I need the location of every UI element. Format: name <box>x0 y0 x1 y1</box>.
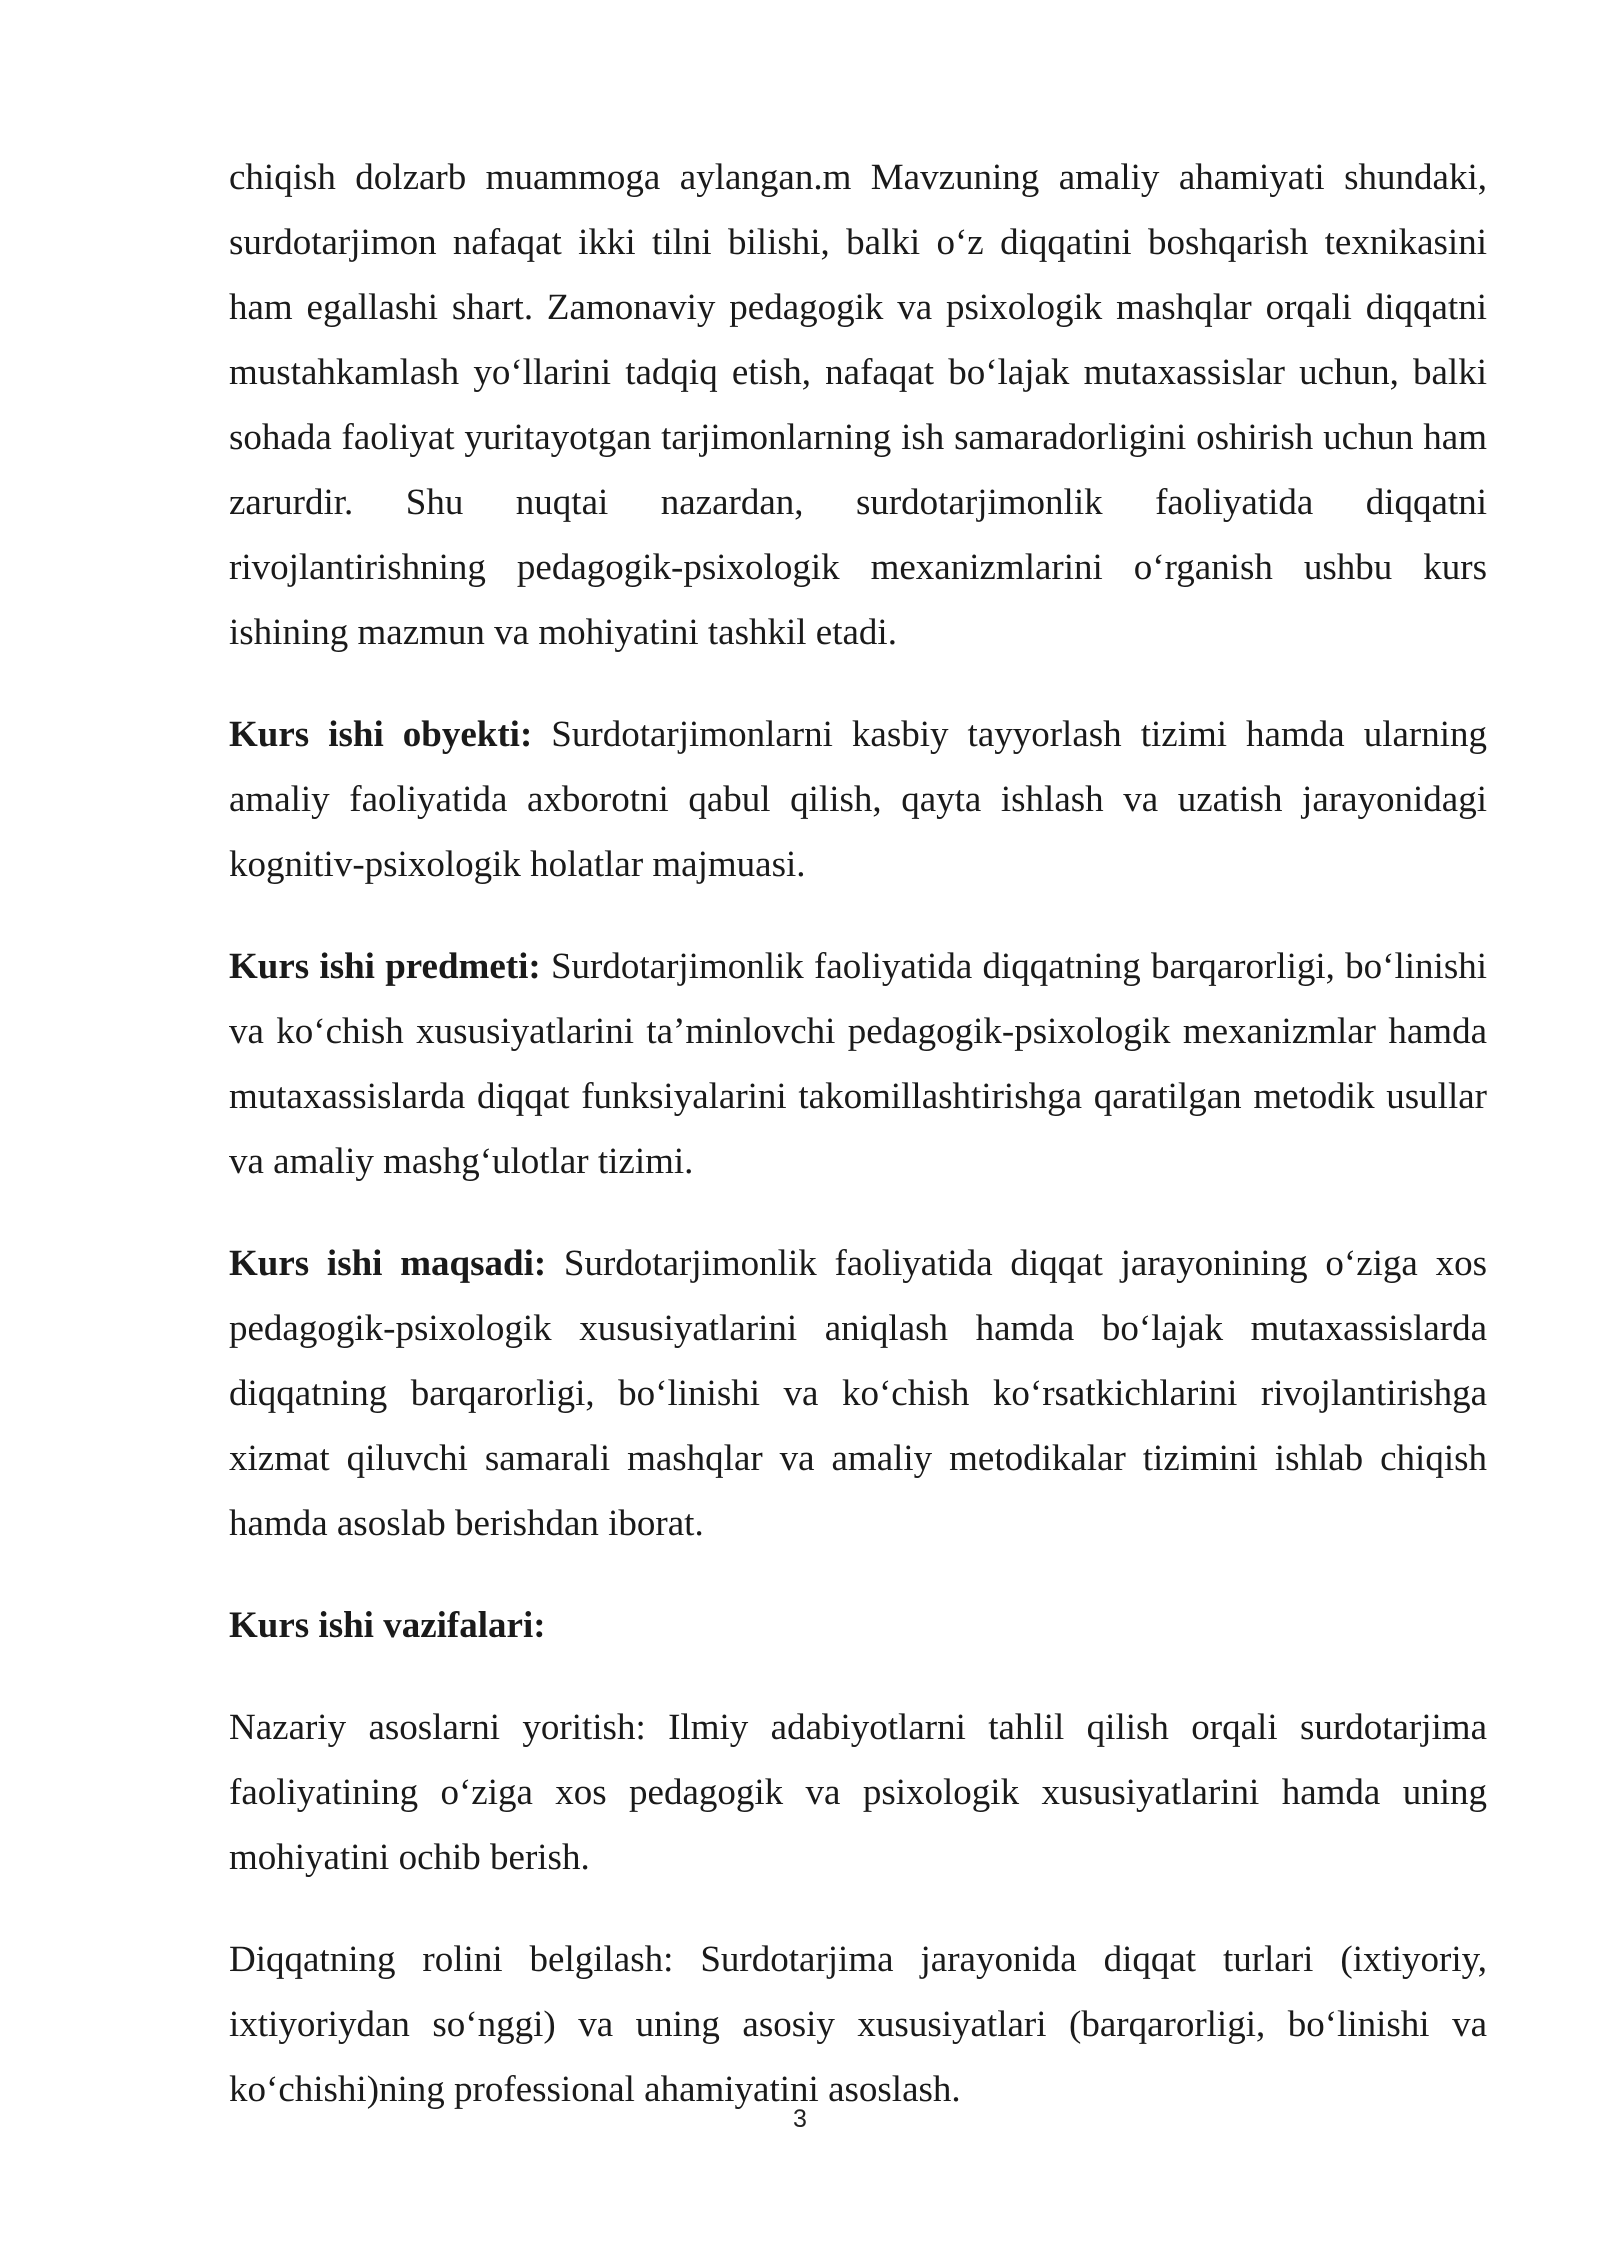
object-text: Surdotarjimonlarni kasbiy tayyorlash tizimi hamda ularning amaliy faoliyatida axborotni qabul qilish, qayta ishlash va uzatish jarayonidagi kognitiv-psixologik holatlar majmuasi. <box>229 714 1487 885</box>
object-paragraph <box>229 702 1487 897</box>
subject-text: Surdotarjimonlik faoliyatida diqqatning barqarorligi, bo‘linishi va ko‘chish xususiyatlarini ta’minlovchi pedagogik-psixologik mexanizmlar hamda mutaxassislarda diqqat funksiyalarini takomillashtirishga qaratilgan metodik usullar va amaliy mashg‘ulotlar tizimi. <box>229 946 1487 1182</box>
task-paragraph-1: Nazariy asoslarni yoritish: Ilmiy adabiyotlarni tahlil qilish orqali surdotarjima faoliyatining o‘ziga xos pedagogik va psixologik xususiyatlarini hamda uning mohiyatini ochib berish. <box>229 1707 1487 1878</box>
goal-paragraph <box>229 1231 1487 1556</box>
subject-label: Kurs ishi predmeti: <box>229 946 541 987</box>
intro-paragraph: chiqish dolzarb muammoga aylangan.m Mavzuning amaliy ahamiyati shundaki, surdotarjimon nafaqat ikki tilni bilishi, balki o‘z diqqatini boshqarish texnikasini ham egallashi shart. Zamonaviy pedagogik va psixologik mashqlar orqali diqqatni mustahkamlash yo‘llarini tadqiq etish, nafaqat bo‘lajak mutaxassislar uchun, balki sohada faoliyat yuritayotgan tarjimonlarning ish samaradorligini oshirish uchun ham zarurdir. Shu nuqtai nazardan, surdotarjimonlik faoliyatida diqqatni rivojlantirishning pedagogik-psixologik mexanizmlarini o‘rganish ushbu kurs ishining mazmun va mohiyatini tashkil etadi. <box>229 157 1487 653</box>
page-number: 3 <box>793 2105 807 2133</box>
tasks-heading: Kurs ishi vazifalari: <box>229 1605 546 1646</box>
subject-paragraph <box>229 934 1487 1194</box>
task-paragraph-2: Diqqatning rolini belgilash: Surdotarjima jarayonida diqqat turlari (ixtiyoriy, ixtiyoriydan so‘nggi) va uning asosiy xususiyatlari (barqarorligi, bo‘linishi va ko‘chishi)ning professional ahamiyatini asoslash. <box>229 1939 1487 2110</box>
goal-text: Surdotarjimonlik faoliyatida diqqat jarayonining o‘ziga xos pedagogik-psixologik xususiyatlarini aniqlash hamda bo‘lajak mutaxassislarda diqqatning barqarorligi, bo‘linishi va ko‘chish ko‘rsatkichlarini rivojlantirishga xizmat qiluvchi samarali mashqlar va amaliy metodikalar tizimini ishlab chiqish hamda asoslab berishdan iborat. <box>229 1243 1487 1544</box>
page-body <box>229 145 1487 2122</box>
goal-label: Kurs ishi maqsadi: <box>229 1243 547 1284</box>
object-label: Kurs ishi obyekti: <box>229 714 533 755</box>
